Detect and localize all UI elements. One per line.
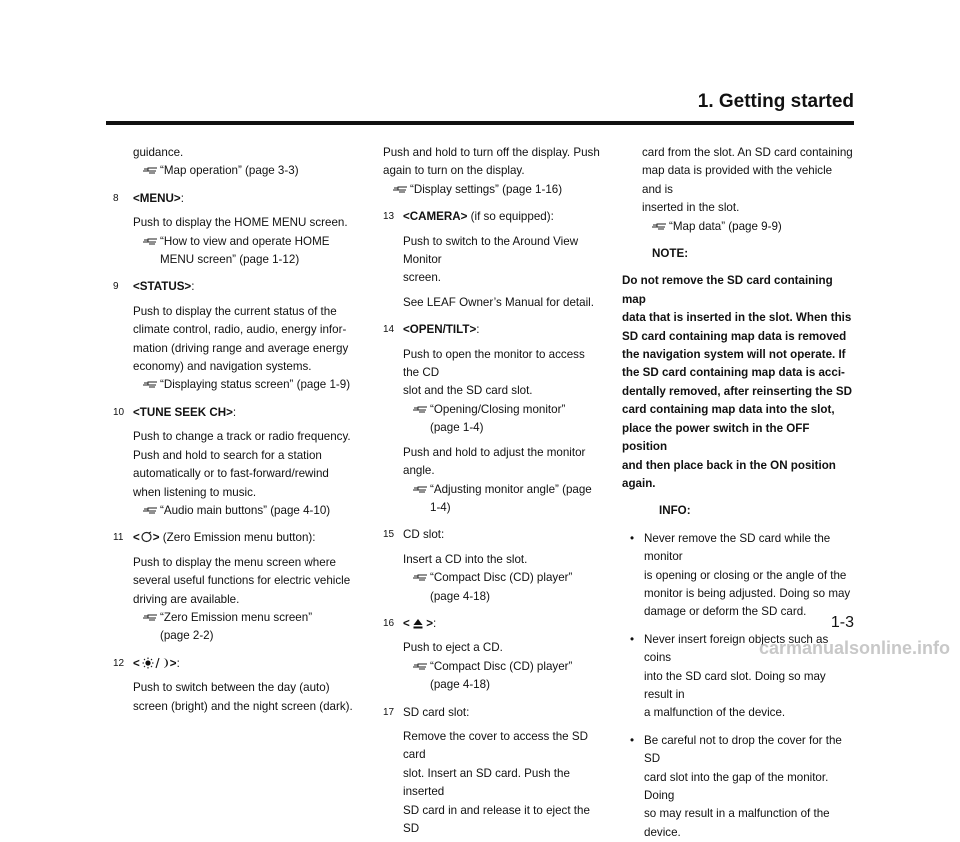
item-11: 11 < > (Zero Emission menu button): [113, 529, 363, 547]
item-number: 10 [113, 406, 125, 418]
item-9: 9 <STATUS>: [113, 278, 363, 296]
reference-adjust-angle: “Adjusting monitor angle” (page 1-4) [383, 481, 603, 518]
item-8-description: Push to display the HOME MENU screen. [133, 216, 348, 230]
pointing-hand-icon [142, 612, 158, 622]
item-14: 14 <OPEN/TILT>: [383, 321, 603, 339]
guidance-text: guidance. [133, 146, 184, 159]
pointing-hand-icon [142, 165, 158, 175]
item-13-see-manual: See LEAF Owner’s Manual for detail. [403, 295, 594, 309]
info-bullet-2: • Never insert foreign objects such as coins into the SD card slot. Doing so may result in a malfunction of the device. [630, 632, 829, 720]
item-number: 12 [113, 657, 125, 669]
item-17 [383, 704, 603, 722]
item-12-description: Push to switch between the day (auto) screen (bright) and the night screen (dark). [133, 681, 353, 713]
item-15-description: Insert a CD into the slot. [403, 552, 528, 566]
reference-map-data: “Map data” (page 9-9) [622, 218, 854, 236]
pointing-hand-icon [651, 221, 667, 231]
item-number: 17 [383, 706, 395, 718]
reference-map-operation: “Map operation” (page 3-3) [113, 162, 363, 180]
item-9-description: Push to display the current status of the climate control, radio, audio, energy infor- mation (driving range and average energy economy) and navigation systems. [133, 304, 349, 374]
header-rule [106, 121, 854, 125]
reference-home-menu: “How to view and operate HOME [113, 233, 363, 251]
pointing-hand-icon [392, 184, 408, 194]
item-10: 10 <TUNE SEEK CH>: [113, 404, 363, 422]
watermark: carmanualsonline.info [758, 638, 950, 658]
tune-seek-key-label: <TUNE SEEK CH> [133, 405, 233, 419]
reference-status-screen: “Displaying status screen” (page 1-9) [113, 376, 363, 394]
item-15 [383, 526, 603, 544]
sd-slot-label: SD card slot: [403, 705, 470, 719]
camera-key-label: <CAMERA> [403, 210, 468, 224]
reference-opening-closing-cont: (page 1-4) [430, 421, 484, 435]
item-8: 8 <MENU>: [113, 190, 363, 208]
item-number: 15 [383, 529, 395, 541]
pointing-hand-icon [142, 379, 158, 389]
item-12: 12 < >: [113, 655, 363, 673]
item-16: 16 < >: [383, 615, 603, 633]
item-number: 9 [113, 281, 119, 293]
display-continuation: Push and hold to turn off the display. Push again to turn on the display. [383, 146, 600, 178]
item-number: 11 [113, 532, 124, 544]
pointing-hand-icon [412, 484, 428, 494]
pointing-hand-icon [142, 236, 158, 246]
section-title: 1. Getting started [697, 91, 854, 112]
reference-zero-emission: “Zero Emission menu screen” [113, 609, 363, 627]
note-text: Do not remove the SD card containing map data that is inserted in the slot. When this SD card containing map data is removed the navigation system will not operate. If the SD card containing map data is acci- dentally removed, after reinserting the SD card containing map data into the slot, place the power switch in the OFF position and then place back in the ON position again. [622, 274, 853, 490]
eject-icon [413, 618, 423, 629]
column-2 [383, 144, 603, 838]
info-bullet-1: • Never remove the SD card while the monitor is opening or closing or the angle of the monitor is being adjusted. Doing so may damage or deform the SD card. [630, 531, 851, 619]
reference-cd-player: “Compact Disc (CD) player” [383, 569, 603, 587]
item-11-description: Push to display the menu screen where several useful functions for electric vehicle driving are available. [133, 555, 351, 606]
reference-zero-emission-cont: (page 2-2) [160, 629, 214, 643]
item-16-description: Push to eject a CD. [403, 641, 503, 655]
item-14-description: Push to open the monitor to access the CD slot and the SD card slot. [403, 347, 585, 398]
pointing-hand-icon [412, 404, 428, 414]
item-13-description: Push to switch to the Around View Monitor screen. [403, 234, 579, 285]
item-17-description: Remove the cover to access the SD card slot. Insert an SD card. Push the inserted SD card in and release it to eject the SD [403, 729, 590, 835]
sd-continuation: card from the slot. An SD card containing map data is provided with the vehicle and is inserted in the slot. [642, 146, 853, 215]
item-10-description: Push to change a track or radio frequency. Push and hold to search for a station automatically or to fast-forward/rewind when listening to music. [133, 430, 351, 499]
open-tilt-key-label: <OPEN/TILT> [403, 323, 477, 337]
item-number: 16 [383, 617, 395, 629]
note-heading: NOTE: [652, 247, 689, 261]
reference-opening-closing: “Opening/Closing monitor” [383, 401, 603, 419]
reference-cd-player-2: “Compact Disc (CD) player” [383, 658, 603, 676]
pointing-hand-icon [412, 572, 428, 582]
column-1 [113, 144, 363, 716]
status-key-label: <STATUS> [133, 280, 192, 294]
reference-display-settings: “Display settings” (page 1-16) [383, 181, 603, 199]
menu-key-label: <MENU> [133, 191, 181, 205]
item-number: 8 [113, 192, 119, 204]
pointing-hand-icon [412, 661, 428, 671]
column-3 [622, 144, 854, 842]
page-number: 1-3 [830, 614, 854, 631]
zero-emission-icon [140, 531, 153, 543]
item-number: 14 [383, 324, 395, 336]
item-13: 13 <CAMERA> (if so equipped): [383, 208, 603, 226]
item-14-adjust: Push and hold to adjust the monitor angle. [403, 445, 586, 478]
info-bullet-3: • Be careful not to drop the cover for the SD card slot into the gap of the monitor. Doing so may result in a malfunction of the device. [630, 733, 842, 839]
pointing-hand-icon [142, 505, 158, 515]
reference-home-menu-cont: MENU screen” (page 1-12) [160, 253, 300, 267]
day-night-icon [140, 657, 170, 669]
reference-audio-buttons: “Audio main buttons” (page 4-10) [113, 502, 363, 520]
item-number: 13 [383, 211, 395, 223]
cd-slot-label: CD slot: [403, 528, 445, 542]
info-heading: INFO: [659, 504, 691, 518]
reference-cd-player-2-cont: (page 4-18) [430, 678, 490, 692]
reference-cd-player-cont: (page 4-18) [430, 589, 490, 603]
